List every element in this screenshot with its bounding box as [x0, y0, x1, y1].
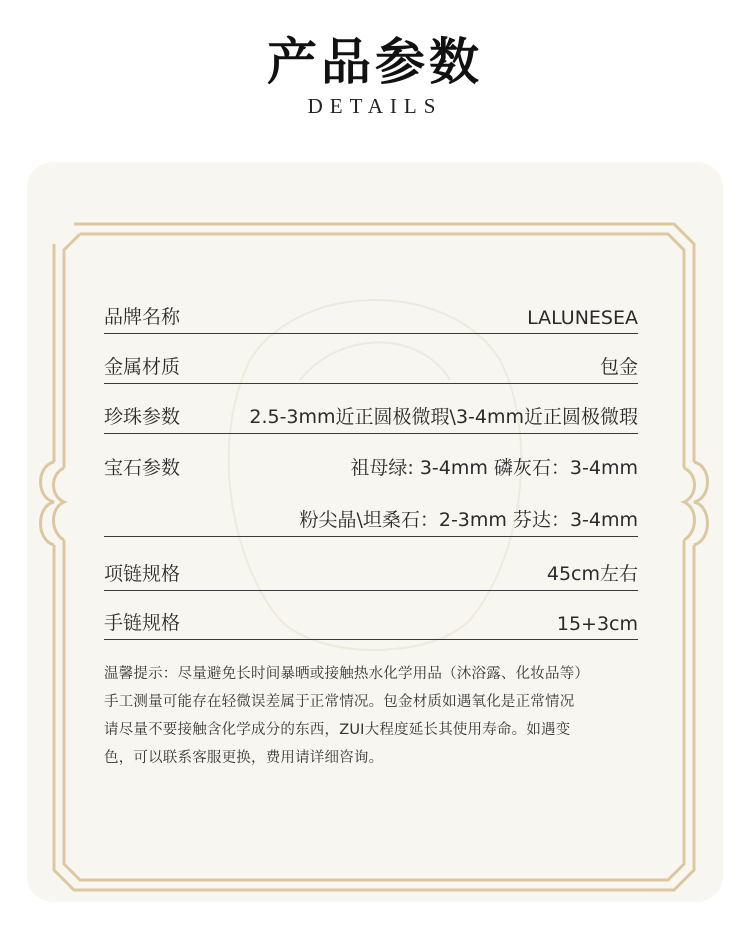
spec-label: 项链规格: [104, 563, 181, 585]
spec-label: 品牌名称: [104, 306, 181, 328]
care-notice-line: 温馨提示：尽量避免长时间暴晒或接触热水化学用品（沐浴露、化妆品等）: [104, 666, 590, 682]
spec-value: 2.5-3mm近正圆极微瑕\3-4mm近正圆极微瑕: [249, 406, 638, 428]
spec-label: 珍珠参数: [104, 406, 181, 428]
care-notice-line: 色，可以联系客服更换，费用请详细咨询。: [104, 750, 384, 766]
spec-row: [104, 540, 638, 591]
care-notice: [104, 660, 644, 772]
spec-label: 宝石参数: [104, 457, 181, 479]
spec-row: [104, 383, 638, 434]
spec-row: [104, 589, 638, 640]
spec-row: [104, 434, 638, 484]
spec-value: 45cm左右: [546, 563, 638, 585]
spec-label: 金属材质: [104, 356, 181, 378]
spec-value: 祖母绿: 3-4mm 磷灰石：3-4mm: [350, 457, 638, 479]
page-subtitle: DETAILS: [307, 94, 443, 118]
care-notice-line: 手工测量可能存在轻微误差属于正常情况。包金材质如遇氧化是正常情况: [104, 694, 575, 710]
spec-row: [104, 486, 638, 537]
care-notice-line: 请尽量不要接触含化学成分的东西，ZUI大程度延长其使用寿命。如遇变: [104, 722, 571, 738]
spec-value: 粉尖晶\坦桑石：2-3mm 芬达：3-4mm: [299, 509, 638, 531]
spec-value: 包金: [599, 356, 638, 378]
spec-row: [104, 283, 638, 334]
spec-row: [104, 333, 638, 384]
page-title: 产品参数: [267, 32, 483, 91]
spec-value: LALUNESEA: [527, 307, 638, 329]
spec-value: 15+3cm: [556, 613, 638, 635]
spec-label: 手链规格: [104, 612, 181, 634]
